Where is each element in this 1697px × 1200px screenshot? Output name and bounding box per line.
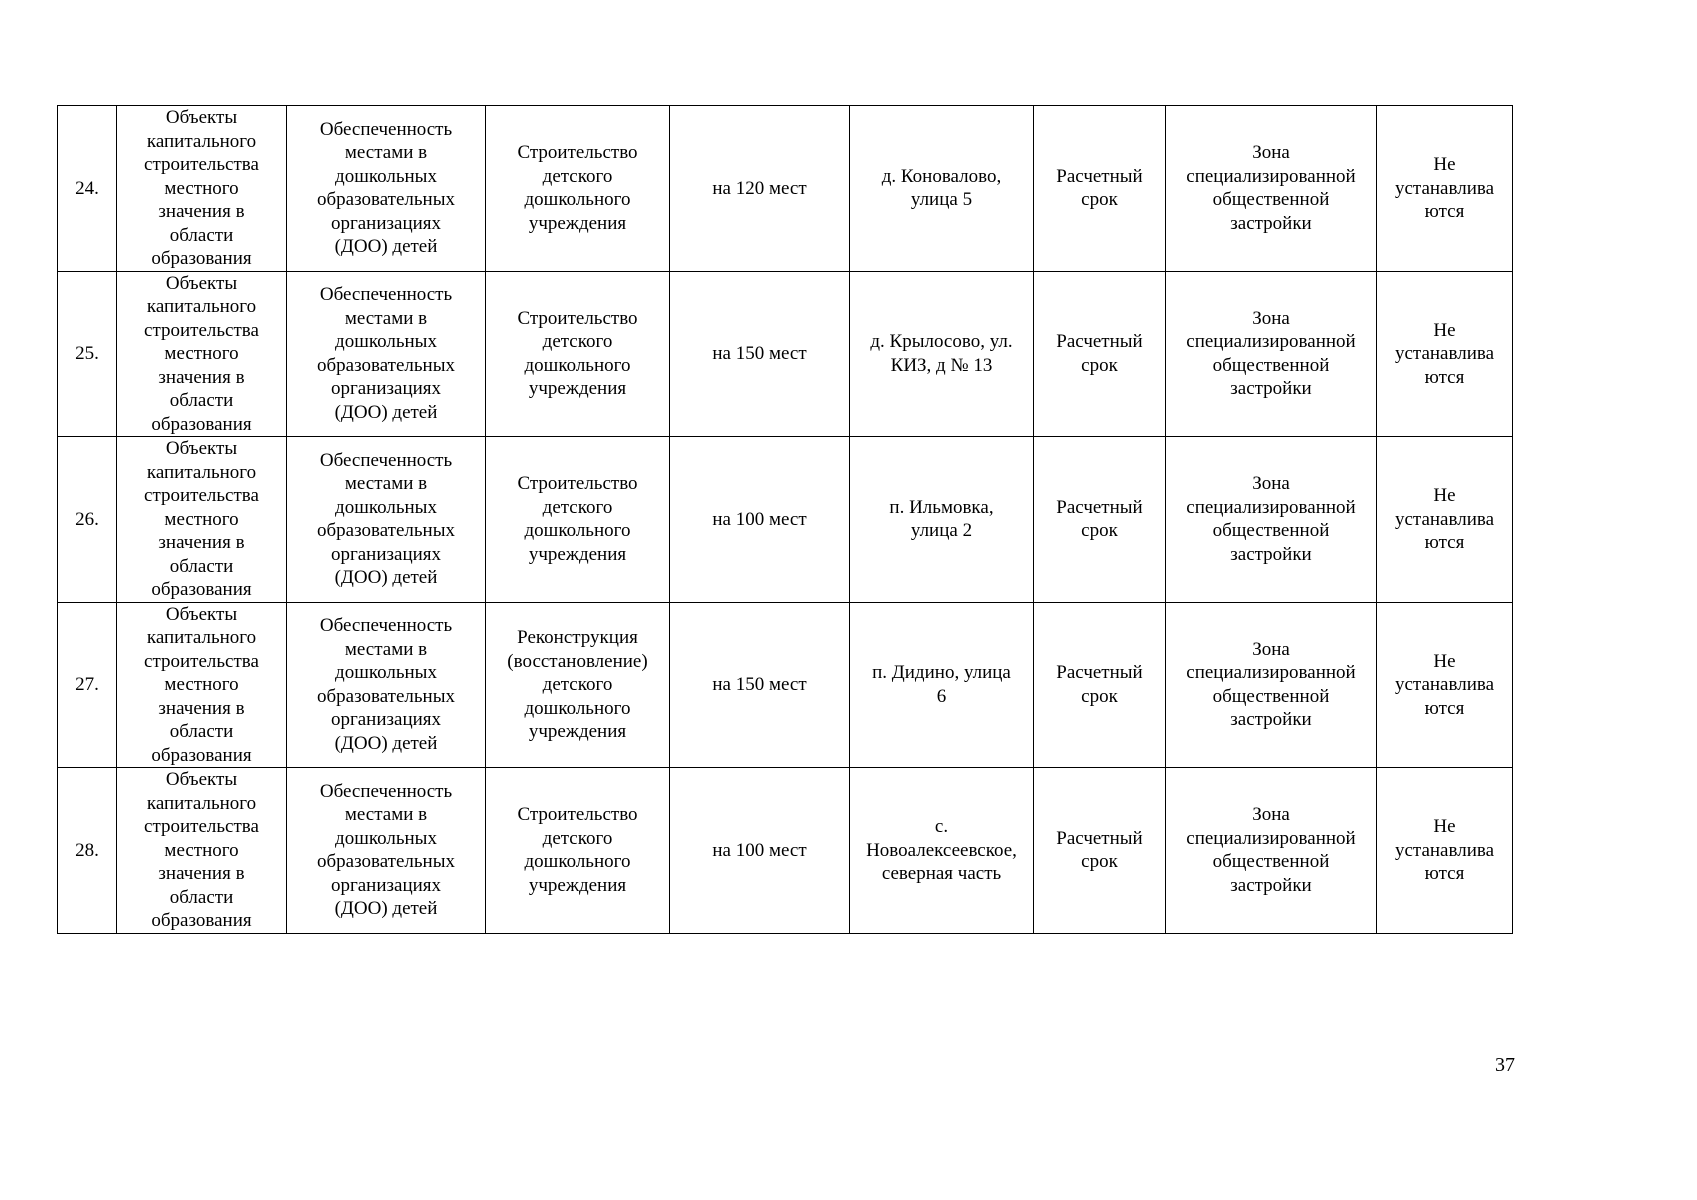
object-type-cell: Объекты капитального строительства местного значения в области образования <box>117 768 287 934</box>
indicator-cell: Обеспеченность местами в дошкольных образовательных организациях (ДОО) детей <box>287 768 486 934</box>
location-cell: д. Коновалово, улица 5 <box>850 106 1034 272</box>
action-cell: Строительство детского дошкольного учреждения <box>486 437 670 603</box>
location-cell: п. Дидино, улица 6 <box>850 602 1034 768</box>
action-cell: Строительство детского дошкольного учреждения <box>486 106 670 272</box>
term-cell: Расчетный срок <box>1034 106 1166 272</box>
zone-cell: Зона специализированной общественной застройки <box>1166 602 1377 768</box>
term-cell: Расчетный срок <box>1034 271 1166 437</box>
location-cell: п. Ильмовка, улица 2 <box>850 437 1034 603</box>
restriction-cell: Не устанавлива ются <box>1377 768 1513 934</box>
restriction-cell: Не устанавлива ются <box>1377 602 1513 768</box>
zone-cell: Зона специализированной общественной застройки <box>1166 106 1377 272</box>
capacity-cell: на 150 мест <box>670 271 850 437</box>
facilities-table <box>57 105 1513 934</box>
object-type-cell: Объекты капитального строительства местного значения в области образования <box>117 106 287 272</box>
object-type-cell: Объекты капитального строительства местного значения в области образования <box>117 437 287 603</box>
action-cell: Строительство детского дошкольного учреждения <box>486 768 670 934</box>
capacity-cell: на 150 мест <box>670 602 850 768</box>
capacity-cell: на 120 мест <box>670 106 850 272</box>
capacity-cell: на 100 мест <box>670 437 850 603</box>
capacity-cell: на 100 мест <box>670 768 850 934</box>
restriction-cell: Не устанавлива ются <box>1377 437 1513 603</box>
indicator-cell: Обеспеченность местами в дошкольных образовательных организациях (ДОО) детей <box>287 106 486 272</box>
table-row <box>58 602 1513 768</box>
action-cell: Строительство детского дошкольного учреждения <box>486 271 670 437</box>
action-cell: Реконструкция (восстановление) детского дошкольного учреждения <box>486 602 670 768</box>
location-cell: д. Крылосово, ул. КИЗ, д № 13 <box>850 271 1034 437</box>
row-number: 24. <box>58 106 117 272</box>
term-cell: Расчетный срок <box>1034 602 1166 768</box>
location-cell: с. Новоалексеевское, северная часть <box>850 768 1034 934</box>
zone-cell: Зона специализированной общественной застройки <box>1166 768 1377 934</box>
term-cell: Расчетный срок <box>1034 768 1166 934</box>
indicator-cell: Обеспеченность местами в дошкольных образовательных организациях (ДОО) детей <box>287 437 486 603</box>
page-number: 37 <box>1495 1054 1515 1076</box>
indicator-cell: Обеспеченность местами в дошкольных образовательных организациях (ДОО) детей <box>287 602 486 768</box>
restriction-cell: Не устанавлива ются <box>1377 106 1513 272</box>
object-type-cell: Объекты капитального строительства местного значения в области образования <box>117 602 287 768</box>
row-number: 25. <box>58 271 117 437</box>
table-row <box>58 437 1513 603</box>
term-cell: Расчетный срок <box>1034 437 1166 603</box>
table-row <box>58 271 1513 437</box>
zone-cell: Зона специализированной общественной застройки <box>1166 437 1377 603</box>
table-row <box>58 106 1513 272</box>
object-type-cell: Объекты капитального строительства местного значения в области образования <box>117 271 287 437</box>
row-number: 27. <box>58 602 117 768</box>
row-number: 28. <box>58 768 117 934</box>
table-row <box>58 768 1513 934</box>
restriction-cell: Не устанавлива ются <box>1377 271 1513 437</box>
row-number: 26. <box>58 437 117 603</box>
indicator-cell: Обеспеченность местами в дошкольных образовательных организациях (ДОО) детей <box>287 271 486 437</box>
zone-cell: Зона специализированной общественной застройки <box>1166 271 1377 437</box>
